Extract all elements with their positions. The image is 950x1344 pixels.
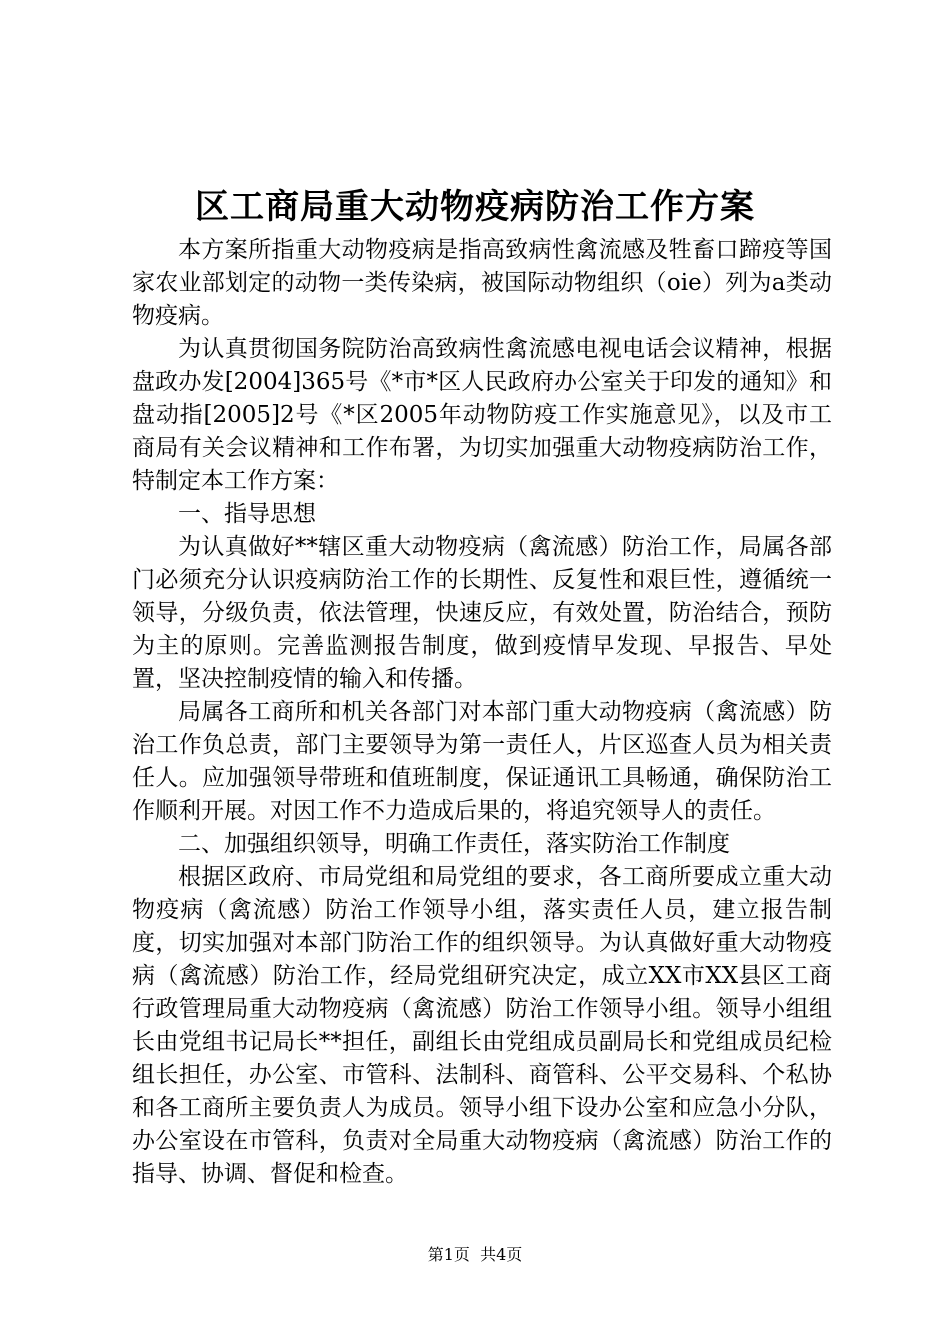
paragraph-leadership-group: 根据区政府、市局党组和局党组的要求，各工商所要成立重大动物疫病（禽流感）防治工作领导小组，落实责任人员，建立报告制度，切实加强对本部门防治工作的组织领导。为认真做好重大动物疫病（禽流感）防治工作，经局党组研究决定，成立XX市XX县区工商行政管理局重大动物疫病（禽流感）防治工作领导小组。领导小组组长由党组书记局长**担任，副组长由党组成员副局长和党组成员纪检组长担任，办公室、市管科、法制科、商管科、公平交易科、个私协和各工商所主要负责人为成员。领导小组下设办公室和应急小分队，办公室设在市管科，负责对全局重大动物疫病（禽流感）防治工作的指导、协调、督促和检查。 xyxy=(132,864,832,1187)
page-footer xyxy=(0,1244,950,1266)
section-heading-guiding-ideology: 一、指导思想 xyxy=(178,501,316,527)
section-heading-organization: 二、加强组织领导，明确工作责任，落实防治工作制度 xyxy=(178,831,730,857)
paragraph-basis: 为认真贯彻国务院防治高致病性禽流感电视电话会议精神，根据盘政办发[2004]365号《*市*区人民政府办公室关于印发的通知》和盘动指[2005]2号《*区2005年动物防疫工作实施意见》，以及市工商局有关会议精神和工作布署，为切实加强重大动物疫病防治工作，特制定本工作方案： xyxy=(132,336,832,494)
paragraph-intro: 本方案所指重大动物疫病是指高致病性禽流感及牲畜口蹄疫等国家农业部划定的动物一类传染病，被国际动物组织（oie）列为a类动物疫病。 xyxy=(132,237,832,329)
page-total: 共4页 xyxy=(480,1245,523,1264)
document-body xyxy=(132,234,832,1191)
paragraph-responsibility: 局属各工商所和机关各部门对本部门重大动物疫病（禽流感）防治工作负总责，部门主要领导为第一责任人，片区巡查人员为相关责任人。应加强领导带班和值班制度，保证通讯工具畅通，确保防治工作顺利开展。对因工作不力造成后果的，将追究领导人的责任。 xyxy=(132,699,832,824)
document-title: 区工商局重大动物疫病防治工作方案 xyxy=(195,187,755,227)
page-number: 第1页 xyxy=(427,1245,470,1264)
paragraph-principles: 为认真做好**辖区重大动物疫病（禽流感）防治工作，局属各部门必须充分认识疫病防治工作的长期性、反复性和艰巨性，遵循统一领导，分级负责，依法管理，快速反应，有效处置，防治结合，预防为主的原则。完善监测报告制度，做到疫情早发现、早报告、早处置，坚决控制疫情的输入和传播。 xyxy=(132,534,832,692)
